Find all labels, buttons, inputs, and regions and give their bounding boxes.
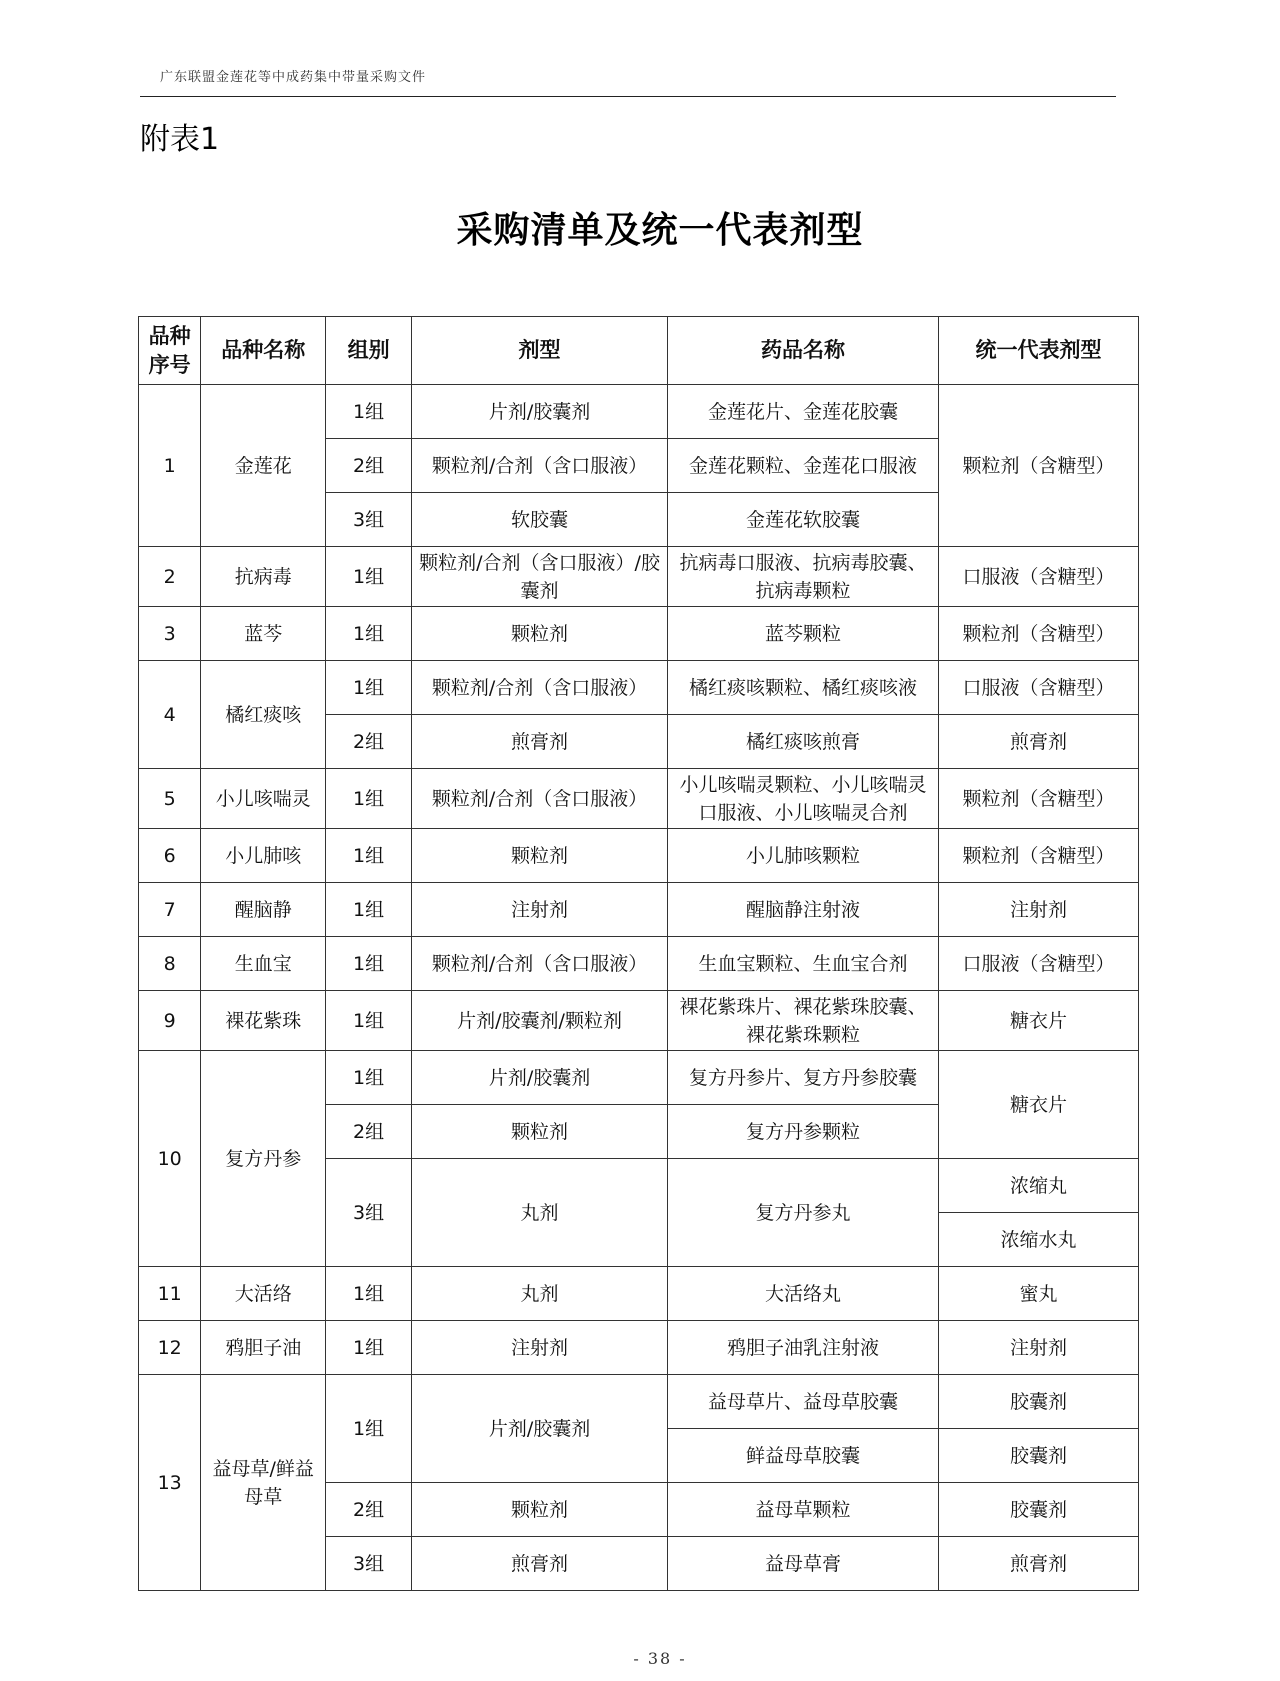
cell-seq: 11 <box>139 1267 201 1321</box>
cell-drug-name: 抗病毒口服液、抗病毒胶囊、抗病毒颗粒 <box>668 547 939 607</box>
cell-dosage-form: 颗粒剂/合剂（含口服液） <box>412 769 668 829</box>
col-header-group: 组别 <box>326 317 412 385</box>
cell-group: 1组 <box>326 829 412 883</box>
cell-drug-name: 裸花紫珠片、裸花紫珠胶囊、裸花紫珠颗粒 <box>668 991 939 1051</box>
table-row <box>139 937 1139 991</box>
cell-dosage-form: 煎膏剂 <box>412 1537 668 1591</box>
cell-dosage-form: 软胶囊 <box>412 493 668 547</box>
cell-seq: 4 <box>139 661 201 769</box>
cell-dosage-form: 颗粒剂 <box>412 1483 668 1537</box>
cell-variety: 生血宝 <box>201 937 326 991</box>
cell-rep-form: 颗粒剂（含糖型） <box>938 607 1138 661</box>
cell-variety: 鸦胆子油 <box>201 1321 326 1375</box>
cell-dosage-form: 颗粒剂/合剂（含口服液） <box>412 439 668 493</box>
cell-seq: 8 <box>139 937 201 991</box>
cell-group: 1组 <box>326 385 412 439</box>
cell-group: 1组 <box>326 883 412 937</box>
cell-dosage-form: 颗粒剂 <box>412 1105 668 1159</box>
table-row <box>139 607 1139 661</box>
cell-dosage-form: 颗粒剂/合剂（含口服液）/胶囊剂 <box>412 547 668 607</box>
cell-drug-name: 橘红痰咳颗粒、橘红痰咳液 <box>668 661 939 715</box>
cell-seq: 7 <box>139 883 201 937</box>
document-title: 采购清单及统一代表剂型 <box>456 209 864 251</box>
cell-variety: 金莲花 <box>201 385 326 547</box>
cell-group: 1组 <box>326 547 412 607</box>
cell-seq: 1 <box>139 385 201 547</box>
cell-seq: 3 <box>139 607 201 661</box>
cell-rep-form: 浓缩水丸 <box>938 1213 1138 1267</box>
cell-dosage-form: 煎膏剂 <box>412 715 668 769</box>
cell-dosage-form: 注射剂 <box>412 883 668 937</box>
cell-dosage-form: 颗粒剂 <box>412 829 668 883</box>
cell-seq: 12 <box>139 1321 201 1375</box>
cell-dosage-form: 注射剂 <box>412 1321 668 1375</box>
cell-variety: 醒脑静 <box>201 883 326 937</box>
cell-drug-name: 金莲花片、金莲花胶囊 <box>668 385 939 439</box>
cell-drug-name: 鸦胆子油乳注射液 <box>668 1321 939 1375</box>
cell-drug-name: 益母草膏 <box>668 1537 939 1591</box>
cell-drug-name: 复方丹参丸 <box>668 1159 939 1267</box>
cell-drug-name: 益母草颗粒 <box>668 1483 939 1537</box>
cell-drug-name: 小儿肺咳颗粒 <box>668 829 939 883</box>
cell-drug-name: 蓝芩颗粒 <box>668 607 939 661</box>
table-header-row <box>139 317 1139 385</box>
cell-group: 1组 <box>326 1375 412 1483</box>
cell-group: 3组 <box>326 1159 412 1267</box>
table-row <box>139 883 1139 937</box>
cell-seq: 9 <box>139 991 201 1051</box>
cell-rep-form: 煎膏剂 <box>938 715 1138 769</box>
cell-group: 1组 <box>326 1051 412 1105</box>
cell-dosage-form: 片剂/胶囊剂 <box>412 1051 668 1105</box>
cell-group: 1组 <box>326 607 412 661</box>
cell-group: 1组 <box>326 1321 412 1375</box>
cell-group: 1组 <box>326 769 412 829</box>
running-header: 广东联盟金莲花等中成药集中带量采购文件 <box>160 70 427 85</box>
col-header-dosage-form: 剂型 <box>412 317 668 385</box>
cell-drug-name: 生血宝颗粒、生血宝合剂 <box>668 937 939 991</box>
procurement-table <box>138 316 1139 1591</box>
table-row <box>139 1321 1139 1375</box>
col-header-rep-form: 统一代表剂型 <box>938 317 1138 385</box>
cell-rep-form: 蜜丸 <box>938 1267 1138 1321</box>
cell-rep-form: 胶囊剂 <box>938 1483 1138 1537</box>
cell-rep-form: 颗粒剂（含糖型） <box>938 829 1138 883</box>
cell-group: 1组 <box>326 937 412 991</box>
col-header-seq: 品种序号 <box>139 317 201 385</box>
cell-variety: 裸花紫珠 <box>201 991 326 1051</box>
cell-dosage-form: 丸剂 <box>412 1267 668 1321</box>
cell-drug-name: 金莲花软胶囊 <box>668 493 939 547</box>
cell-variety: 益母草/鲜益母草 <box>201 1375 326 1591</box>
cell-group: 2组 <box>326 1483 412 1537</box>
cell-drug-name: 金莲花颗粒、金莲花口服液 <box>668 439 939 493</box>
cell-seq: 13 <box>139 1375 201 1591</box>
cell-seq: 10 <box>139 1051 201 1267</box>
cell-seq: 6 <box>139 829 201 883</box>
cell-rep-form: 口服液（含糖型） <box>938 547 1138 607</box>
col-header-drug-name: 药品名称 <box>668 317 939 385</box>
cell-variety: 复方丹参 <box>201 1051 326 1267</box>
cell-group: 3组 <box>326 493 412 547</box>
cell-rep-form: 口服液（含糖型） <box>938 937 1138 991</box>
table-row <box>139 991 1139 1051</box>
table-row <box>139 829 1139 883</box>
cell-group: 3组 <box>326 1537 412 1591</box>
cell-variety: 蓝芩 <box>201 607 326 661</box>
cell-group: 1组 <box>326 991 412 1051</box>
cell-dosage-form: 丸剂 <box>412 1159 668 1267</box>
appendix-label: 附表1 <box>140 122 220 157</box>
cell-drug-name: 复方丹参颗粒 <box>668 1105 939 1159</box>
cell-group: 1组 <box>326 661 412 715</box>
cell-drug-name: 大活络丸 <box>668 1267 939 1321</box>
cell-variety: 小儿肺咳 <box>201 829 326 883</box>
cell-rep-form: 颗粒剂（含糖型） <box>938 769 1138 829</box>
table-row <box>139 385 1139 439</box>
cell-drug-name: 益母草片、益母草胶囊 <box>668 1375 939 1429</box>
cell-dosage-form: 片剂/胶囊剂/颗粒剂 <box>412 991 668 1051</box>
cell-drug-name: 小儿咳喘灵颗粒、小儿咳喘灵口服液、小儿咳喘灵合剂 <box>668 769 939 829</box>
col-header-variety: 品种名称 <box>201 317 326 385</box>
cell-rep-form: 胶囊剂 <box>938 1429 1138 1483</box>
table-row <box>139 1267 1139 1321</box>
cell-rep-form: 胶囊剂 <box>938 1375 1138 1429</box>
cell-group: 1组 <box>326 1267 412 1321</box>
table-row <box>139 1375 1139 1429</box>
cell-rep-form: 注射剂 <box>938 1321 1138 1375</box>
cell-seq: 5 <box>139 769 201 829</box>
cell-dosage-form: 片剂/胶囊剂 <box>412 385 668 439</box>
cell-variety: 小儿咳喘灵 <box>201 769 326 829</box>
page-number: - 38 - <box>633 1649 687 1668</box>
cell-variety: 大活络 <box>201 1267 326 1321</box>
cell-dosage-form: 片剂/胶囊剂 <box>412 1375 668 1483</box>
cell-drug-name: 醒脑静注射液 <box>668 883 939 937</box>
cell-drug-name: 橘红痰咳煎膏 <box>668 715 939 769</box>
cell-rep-form: 注射剂 <box>938 883 1138 937</box>
cell-dosage-form: 颗粒剂 <box>412 607 668 661</box>
cell-variety: 抗病毒 <box>201 547 326 607</box>
header-rule <box>140 96 1116 97</box>
cell-rep-form: 口服液（含糖型） <box>938 661 1138 715</box>
cell-rep-form: 颗粒剂（含糖型） <box>938 385 1138 547</box>
cell-rep-form: 浓缩丸 <box>938 1159 1138 1213</box>
cell-rep-form: 煎膏剂 <box>938 1537 1138 1591</box>
table-row <box>139 661 1139 715</box>
cell-dosage-form: 颗粒剂/合剂（含口服液） <box>412 661 668 715</box>
cell-group: 2组 <box>326 715 412 769</box>
cell-drug-name: 复方丹参片、复方丹参胶囊 <box>668 1051 939 1105</box>
table-row <box>139 769 1139 829</box>
cell-group: 2组 <box>326 1105 412 1159</box>
table-row <box>139 547 1139 607</box>
cell-seq: 2 <box>139 547 201 607</box>
cell-group: 2组 <box>326 439 412 493</box>
cell-variety: 橘红痰咳 <box>201 661 326 769</box>
cell-dosage-form: 颗粒剂/合剂（含口服液） <box>412 937 668 991</box>
table-row <box>139 1051 1139 1105</box>
cell-rep-form: 糖衣片 <box>938 1051 1138 1159</box>
cell-rep-form: 糖衣片 <box>938 991 1138 1051</box>
cell-drug-name: 鲜益母草胶囊 <box>668 1429 939 1483</box>
